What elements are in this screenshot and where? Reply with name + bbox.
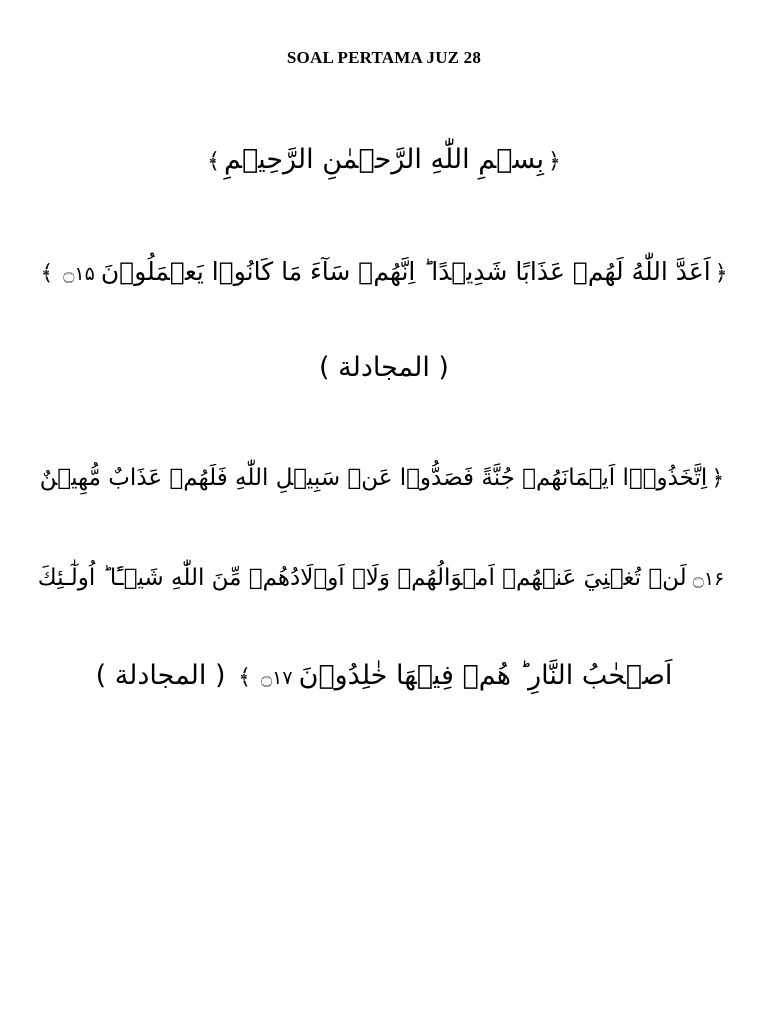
ornament-close: ﴾ — [207, 149, 220, 174]
verse-16-line — [30, 458, 738, 499]
surah-reference-1 — [30, 348, 738, 388]
ayah-number-marker: ۝۱۵ — [63, 263, 95, 285]
verse-17-line-2 — [30, 656, 738, 698]
ornament-close: ﴾ — [40, 261, 54, 286]
ornament-open: ﴿ — [547, 149, 561, 174]
ayah-number-marker: ۝۱۷ — [261, 667, 293, 689]
verse-17-text-1: لَنۡ تُغۡنِيَ عَنۡهُمۡ اَمۡوَالُهُمۡ وَلَاۤ اَوۡلَادُهُمۡ مِّنَ اللّٰهِ شَيۡـًٔا ؕ اُولٰٓـئِكَ — [37, 565, 687, 591]
verse-15-text: اَعَدَّ اللّٰهُ لَهُمۡ عَذَابًا شَدِيۡدًا ؕ اِنَّهُمۡ سَآءَ مَا كَانُوۡا يَعۡمَلُوۡنَ — [100, 257, 711, 286]
ornament-close: ﴾ — [238, 665, 252, 690]
ayah-number: ۱۷ — [272, 667, 293, 689]
verse-15-line — [30, 252, 738, 294]
ayah-number-marker: ۝۱۶ — [692, 568, 725, 590]
page-title: SOAL PERTAMA JUZ 28 — [286, 48, 482, 67]
ornament-open: ﴿ — [714, 261, 728, 286]
surah-reference-text: ( المجادلة ) — [319, 352, 449, 383]
surah-reference-text: ( المجادلة ) — [95, 660, 226, 691]
basmalah-line — [30, 140, 738, 182]
verse-16-text: اِتَّخَذُوۡۤا اَيۡمَانَهُمۡ جُنَّةً فَصَدُّوۡا عَنۡ سَبِيۡلِ اللّٰهِ فَلَهُمۡ عَذَابٌ مُّهِيۡنٌ — [39, 465, 708, 491]
basmalah-text: بِسۡمِ اللّٰهِ الرَّحۡمٰنِ الرَّحِيۡمِ — [224, 144, 544, 175]
ornament-open: ﴿ — [711, 466, 725, 491]
ayah-number: ۱۵ — [74, 263, 95, 285]
verse-17-text-2: اَصۡحٰبُ النَّارِ ؕ هُمۡ فِيۡهَا خٰلِدُوۡنَ — [298, 660, 673, 691]
verse-17-line-1 — [30, 558, 738, 599]
ayah-number: ۱۶ — [703, 568, 725, 590]
